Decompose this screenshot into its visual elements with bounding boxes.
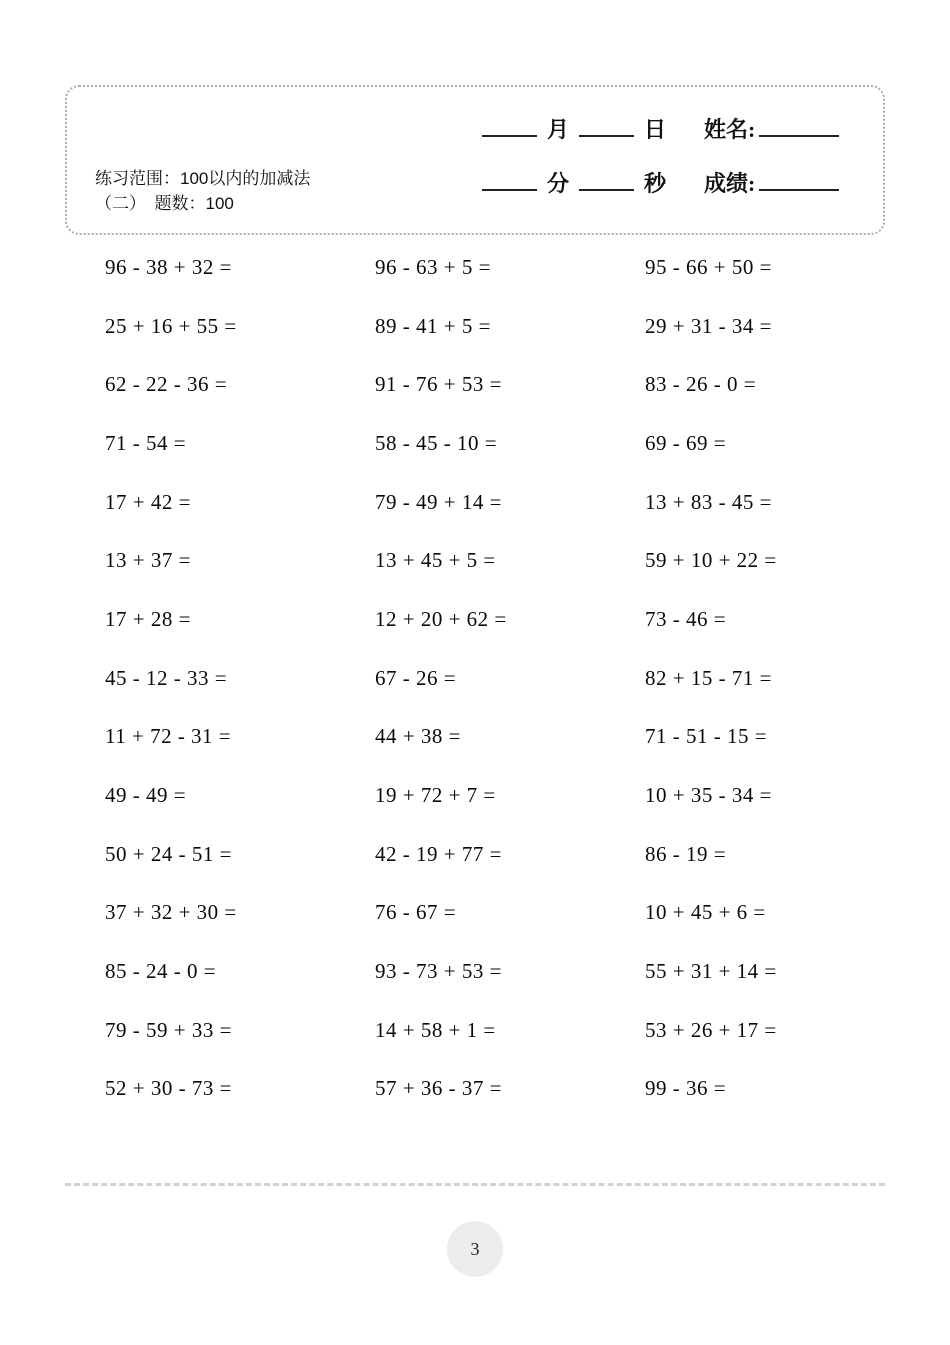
problem: 95 - 66 + 50 =	[645, 254, 772, 279]
problem: 89 - 41 + 5 =	[375, 313, 491, 338]
problem: 73 - 46 =	[645, 606, 727, 631]
score-blank	[759, 189, 839, 191]
practice-info	[95, 167, 310, 216]
problem: 13 + 83 - 45 =	[645, 489, 772, 514]
problem: 85 - 24 - 0 =	[105, 959, 217, 984]
problem: 17 + 28 =	[105, 606, 191, 631]
problem: 37 + 32 + 30 =	[105, 900, 237, 925]
problem: 86 - 19 =	[645, 841, 727, 866]
month-label: 月	[547, 117, 570, 142]
minute-label: 分	[547, 171, 570, 196]
day-label: 日	[644, 117, 667, 142]
name-blank	[759, 135, 839, 137]
problem: 45 - 12 - 33 =	[105, 665, 228, 690]
problem: 13 + 45 + 5 =	[375, 548, 496, 573]
name-label: 姓名:	[704, 117, 756, 142]
page-number: 3	[470, 1238, 480, 1259]
problem: 71 - 54 =	[105, 430, 187, 455]
problem: 96 - 63 + 5 =	[375, 254, 491, 279]
problem: 25 + 16 + 55 =	[105, 313, 237, 338]
problem: 53 + 26 + 17 =	[645, 1017, 777, 1042]
problem: 99 - 36 =	[645, 1076, 727, 1101]
problem: 55 + 31 + 14 =	[645, 959, 777, 984]
problem: 62 - 22 - 36 =	[105, 372, 228, 397]
problems-grid	[105, 238, 917, 1118]
problem: 79 - 49 + 14 =	[375, 489, 502, 514]
problem: 71 - 51 - 15 =	[645, 724, 768, 749]
second-label: 秒	[644, 171, 667, 196]
problem: 96 - 38 + 32 =	[105, 254, 232, 279]
practice-range-line1: 练习范围：100以内的加减法	[95, 169, 311, 188]
problem: 19 + 72 + 7 =	[375, 783, 496, 808]
time-score-line	[482, 167, 839, 201]
problem: 67 - 26 =	[375, 665, 457, 690]
problem: 49 - 49 =	[105, 783, 187, 808]
problem: 76 - 67 =	[375, 900, 457, 925]
problem: 10 + 45 + 6 =	[645, 900, 766, 925]
date-line	[482, 113, 839, 147]
day-blank	[579, 135, 634, 137]
footer-divider	[65, 1183, 885, 1186]
problem: 83 - 26 - 0 =	[645, 372, 757, 397]
problem: 52 + 30 - 73 =	[105, 1076, 232, 1101]
month-blank	[482, 135, 537, 137]
problem: 44 + 38 =	[375, 724, 461, 749]
date-name-block	[482, 113, 839, 221]
problem: 11 + 72 - 31 =	[105, 724, 232, 749]
problem: 91 - 76 + 53 =	[375, 372, 502, 397]
problem: 69 - 69 =	[645, 430, 727, 455]
problem: 17 + 42 =	[105, 489, 191, 514]
practice-range-line2: （二） 题数：100	[95, 193, 234, 213]
problem: 79 - 59 + 33 =	[105, 1017, 232, 1042]
problem: 58 - 45 - 10 =	[375, 430, 498, 455]
problem: 59 + 10 + 22 =	[645, 548, 777, 573]
problem: 29 + 31 - 34 =	[645, 313, 772, 338]
score-label: 成绩:	[704, 171, 756, 196]
problem: 10 + 35 - 34 =	[645, 783, 772, 808]
minute-blank	[482, 189, 537, 191]
second-blank	[579, 189, 634, 191]
problem: 93 - 73 + 53 =	[375, 959, 502, 984]
problem: 13 + 37 =	[105, 548, 191, 573]
problem: 82 + 15 - 71 =	[645, 665, 772, 690]
problem: 42 - 19 + 77 =	[375, 841, 502, 866]
problem: 57 + 36 - 37 =	[375, 1076, 502, 1101]
problem: 12 + 20 + 62 =	[375, 606, 507, 631]
page-number-badge	[447, 1221, 503, 1277]
problem: 50 + 24 - 51 =	[105, 841, 232, 866]
problem: 14 + 58 + 1 =	[375, 1017, 496, 1042]
worksheet-header	[65, 85, 885, 235]
